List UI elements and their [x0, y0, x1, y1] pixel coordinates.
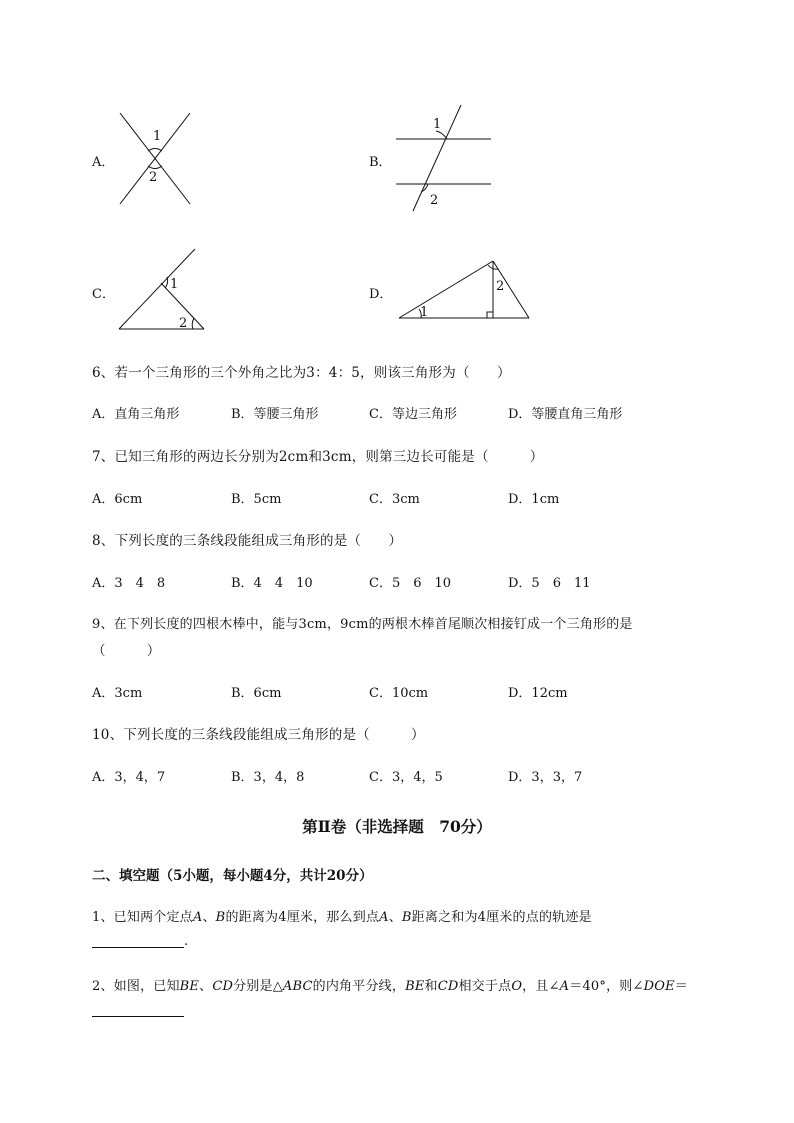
question-10-option-b: B．3，4，8 [231, 770, 305, 785]
question-7-option-c: C．3cm [369, 492, 420, 507]
question-10-option-d: D．3，3，7 [508, 770, 583, 785]
question-6-stem: 6、若一个三角形的三个外角之比为3：4：5，则该三角形为（ ） [92, 365, 511, 381]
fill-2-text-g: ＝40°，则∠ [569, 979, 644, 994]
fill-2-answer-line[interactable] [92, 1003, 184, 1018]
question-6-option-a: A．直角三角形 [92, 407, 180, 422]
figure-c-angle2: 2 [179, 316, 188, 331]
fill-2-var-cd: CD [212, 979, 234, 994]
fill-question-1 [92, 906, 592, 925]
figure-d-angle2: 2 [496, 279, 505, 294]
question-7-option-a: A．6cm [92, 492, 143, 507]
fill-1-var-a: A [192, 910, 203, 925]
fill-2-var-be2: BE [405, 979, 425, 994]
fill-1-var-b2: B [401, 910, 412, 925]
fill-1-text-a: 1、已知两个定点 [92, 910, 193, 925]
question-9-stem: 9、在下列长度的四根木棒中，能与3cm，9cm的两根木棒首尾顺次相接钉成一个三角形的是 [92, 617, 633, 632]
question-7-option-d: D．1cm [508, 492, 560, 507]
figure-b-label: B． [369, 155, 392, 170]
figure-c-label: C． [92, 287, 115, 302]
figure-c-diagram [115, 245, 210, 333]
question-8-option-c: C．5 6 10 [369, 576, 452, 591]
fill-2-text-c: 的内角平分线， [312, 979, 406, 994]
question-6-option-d: D．等腰直角三角形 [508, 407, 623, 422]
figure-d-angle1: 1 [420, 305, 429, 320]
section-2-subtitle: 二、填空题（5小题，每小题4分，共计20分） [92, 868, 373, 884]
fill-2-var-o: O [511, 979, 523, 994]
question-6-option-b: B．等腰三角形 [231, 407, 319, 422]
question-9-stem-cont: （ ） [92, 643, 161, 659]
fill-2-var-be: BE [179, 979, 200, 994]
fill-2-sep: 、 [199, 979, 213, 994]
question-7-stem: 7、已知三角形的两边长分别为2cm和3cm，则第三边长可能是（ ） [92, 449, 544, 465]
fill-2-blank[interactable] [92, 1003, 184, 1017]
question-9-option-c: C．10cm [369, 686, 429, 701]
fill-2-text-d: 和 [424, 979, 438, 994]
figure-a-diagram [115, 108, 195, 208]
question-10-option-a: A．3，4，7 [92, 770, 166, 785]
fill-1-text-c: 距离之和为4厘米的点的轨迹是 [411, 910, 592, 925]
fill-2-var-cd2: CD [437, 979, 459, 994]
fill-1-sep-1: 、 [202, 910, 216, 925]
figure-c-angle1: 1 [170, 277, 179, 292]
question-10-stem: 10、下列长度的三条线段能组成三角形的是（ ） [92, 727, 425, 743]
fill-2-text-a: 2、如图，已知 [92, 979, 180, 994]
figure-d-diagram [395, 255, 535, 325]
question-10-option-c: C．3，4，5 [369, 770, 443, 785]
fill-1-var-b: B [215, 910, 226, 925]
fill-1-text-b: 的距离为4厘米，那么到点 [225, 910, 380, 925]
figure-b-diagram [390, 100, 500, 215]
question-6-option-c: C．等边三角形 [369, 407, 457, 422]
figure-d-label: D． [369, 287, 393, 302]
fill-2-triangle: △ABC [272, 979, 313, 994]
figure-b-angle1: 1 [433, 117, 442, 132]
question-9-option-a: A．3cm [92, 686, 143, 701]
fill-2-var-a: A [559, 979, 570, 994]
figure-a-angle1: 1 [153, 129, 162, 144]
fill-2-var-doe: DOE [643, 979, 675, 994]
fill-2-text-f: ，且∠ [522, 979, 560, 994]
figure-a-label: A． [92, 155, 115, 170]
question-8-option-b: B．4 4 10 [231, 576, 313, 591]
fill-2-text-e: 相交于点 [458, 979, 512, 994]
fill-2-text-b: 分别是 [233, 979, 273, 994]
question-8-option-d: D．5 6 11 [508, 576, 591, 591]
fill-1-answer-line[interactable] [92, 934, 188, 949]
question-8-stem: 8、下列长度的三条线段能组成三角形的是（ ） [92, 533, 403, 549]
fill-1-blank[interactable] [92, 934, 184, 948]
fill-2-equals: ＝ [674, 979, 688, 994]
section-2-title: 第Ⅱ卷（非选择题 70分） [302, 817, 492, 836]
question-9-option-d: D．12cm [508, 686, 568, 701]
fill-1-period: . [184, 934, 189, 949]
question-9-option-b: B．6cm [231, 686, 282, 701]
question-7-option-b: B．5cm [231, 492, 282, 507]
fill-question-2 [92, 975, 688, 994]
fill-1-sep-2: 、 [388, 910, 402, 925]
figure-b-angle2: 2 [430, 193, 439, 208]
figure-a-angle2: 2 [149, 170, 158, 185]
fill-1-var-a2: A [379, 910, 389, 925]
question-8-option-a: A．3 4 8 [92, 576, 166, 591]
